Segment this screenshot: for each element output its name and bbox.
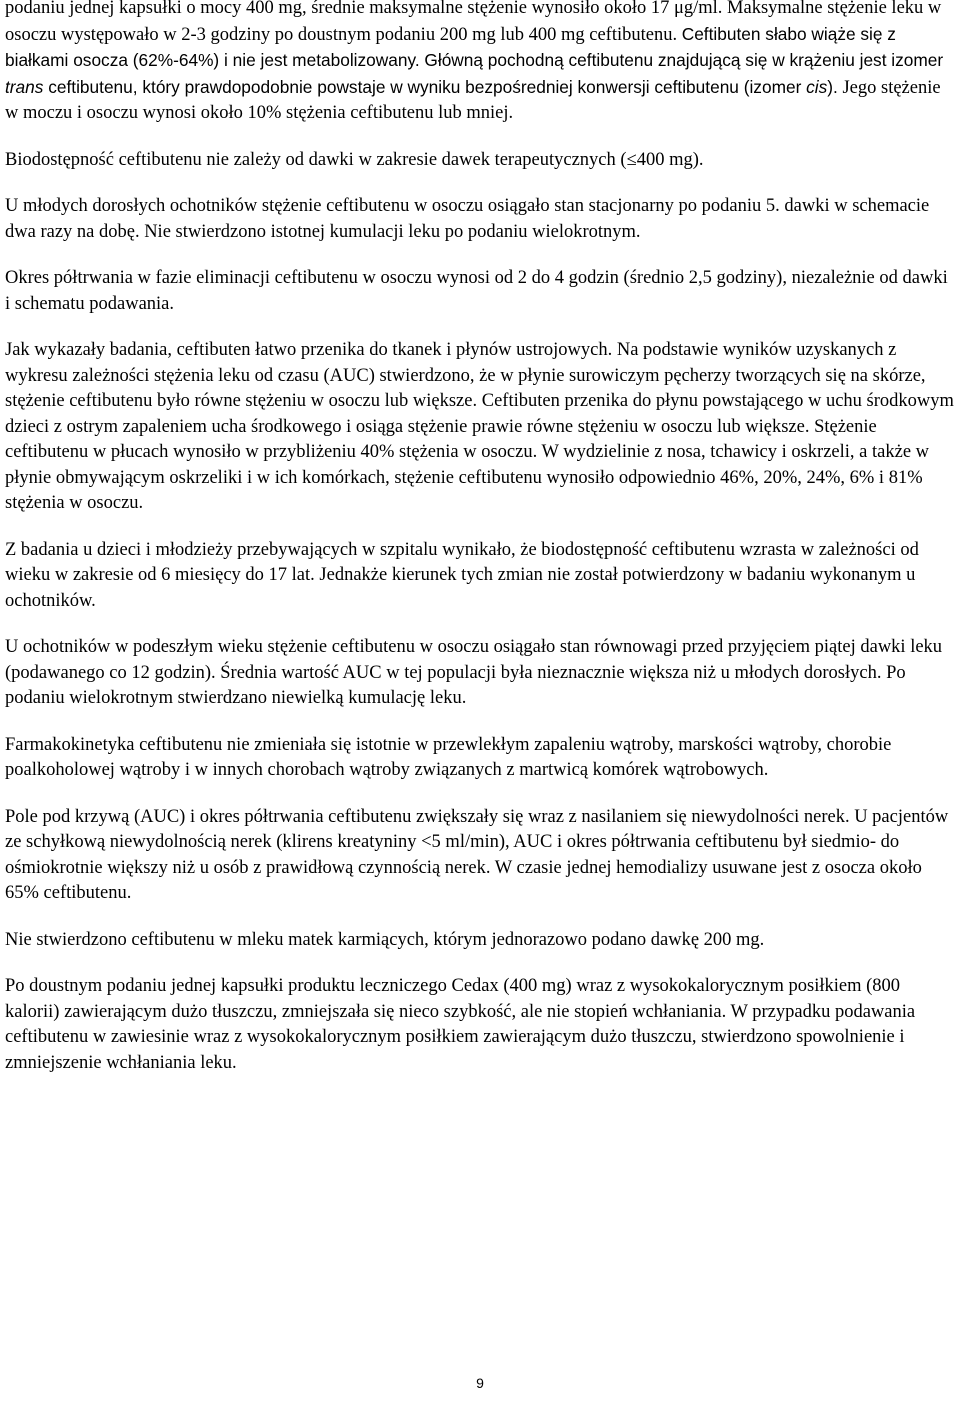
paragraph-renal: Pole pod krzywą (AUC) i okres półtrwania ceftibutenu zwiększały się wraz z nasilaniem się niewydolności nerek. U pacjentów ze schyłkową niewydolnością nerek (klirens kreatyniny <5 ml/min), AUC i okres półtrwania ceftibutenu był siedmio- do ośmiokrotnie większy niż u osób z prawidłową czynnością nerek. W czasie jednej hemodializy usuwane jest z osocza około 65% ceftibutenu. — [5, 806, 949, 903]
text-run: podaniu jednej kapsułki o mocy 400 mg, średnie maksymalne stężenie wynosiło około 17 μg/ml. Maksymalne stężenie leku w osoczu występowało w 2-3 godziny po doustnym podaniu 200 mg lub 400 mg ceftibutenu. — [5, 0, 942, 45]
document-body — [5, 0, 957, 1097]
paragraph-food-effect: Po doustnym podaniu jednej kapsułki produktu leczniczego Cedax (400 mg) wraz z wysokokalorycznym posiłkiem (800 kalorii) zawierającym dużo tłuszczu, zmniejszała się nieco szybkość, ale nie stopień wchłaniania. W przypadku podawania ceftibutenu w zawiesinie wraz z wysokokalorycznym posiłkiem zawierającym dużo tłuszczu, stwierdzono spowolnienie i zmniejszenie wchłaniania leku. — [5, 976, 916, 1073]
text-run-italic: cis — [806, 76, 828, 97]
text-run-italic: trans — [5, 76, 44, 97]
text-run: Jego stężenie w moczu i osoczu wynosi około 10% stężenia ceftibutenu lub mniej. — [5, 77, 941, 123]
paragraph-bioavailability: Biodostępność ceftibutenu nie zależy od dawki w zakresie dawek terapeutycznych (≤400 mg). — [5, 149, 704, 170]
paragraph-hepatic: Farmakokinetyka ceftibutenu nie zmieniała się istotnie w przewlekłym zapaleniu wątroby, marskości wątroby, chorobie poalkoholowej wątroby i w innych chorobach wątroby związanych z martwicą komórek wątrobowych. — [5, 734, 892, 780]
paragraph-children: Z badania u dzieci i młodzieży przebywających w szpitalu wynikało, że biodostępność ceftibutenu wzrasta w zależności od wieku w zakresie od 6 miesięcy do 17 lat. Jednakże kierunek tych zmian nie został potwierdzony w badaniu wykonanym u ochotników. — [5, 539, 919, 611]
paragraph-steady-state: U młodych dorosłych ochotników stężenie ceftibutenu w osoczu osiągało stan stacjonarny po podaniu 5. dawki w schemacie dwa razy na dobę. Nie stwierdzono istotnej kumulacji leku po podaniu wielokrotnym. — [5, 196, 930, 242]
paragraph-breast-milk: Nie stwierdzono ceftibutenu w mleku matek karmiących, którym jednorazowo podano dawkę 200 mg. — [5, 929, 765, 950]
text-run: Ceftibuten słabo wiąże się z białkami osocza (62%-64%) i nie jest metabolizowany. Główną pochodną ceftibutenu znajdującą się w krążeniu jest izomer — [5, 23, 944, 70]
paragraph-elderly: U ochotników w podeszłym wieku stężenie ceftibutenu w osoczu osiągało stan równowagi przed przyjęciem piątej dawki leku (podawanego co 12 godzin). Średnia wartość AUC w tej populacji była nieznacznie większa niż u młodych dorosłych. Po podaniu wielokrotnym stwierdzano niewielką kumulację leku. — [5, 637, 943, 708]
text-run: ceftibutenu, który prawdopodobnie powstaje w wyniku bezpośredniej konwersji ceftibutenu (izomer — [43, 76, 807, 97]
paragraph-tissue-penetration: Jak wykazały badania, ceftibuten łatwo przenika do tkanek i płynów ustrojowych. Na podstawie wyników uzyskanych z wykresu zależności stężenia leku od czasu (AUC) stwierdzono, że w płynie surowiczym pęcherzy tworzących się na skórze, stężenie ceftibutenu było równe stężeniu w osoczu lub większe. Ceftibuten przenika do płynu powstającego w uchu środkowym dzieci z ostrym zapaleniem ucha środkowego i osiąga stężenie prawie równe stężeniu w osoczu lub większe. Stężenie ceftibutenu w płucach wynosiło w przybliżeniu 40% stężenia w osoczu. W wydzielinie z nosa, tchawicy i oskrzeli, a także w płynie obmywającym oskrzeliki i w ich komórkach, stężenie ceftibutenu wynosiło odpowiednio 46%, 20%, 24%, 6% i 81% stężenia w osoczu. — [5, 340, 954, 513]
text-run: ). — [827, 76, 838, 97]
page-number: 9 — [476, 1375, 484, 1391]
paragraph-pharmacokinetics-absorption — [5, 0, 957, 127]
paragraph-half-life: Okres półtrwania w fazie eliminacji ceftibutenu w osoczu wynosi od 2 do 4 godzin (średnio 2,5 godziny), niezależnie od dawki i schematu podawania. — [5, 268, 948, 314]
